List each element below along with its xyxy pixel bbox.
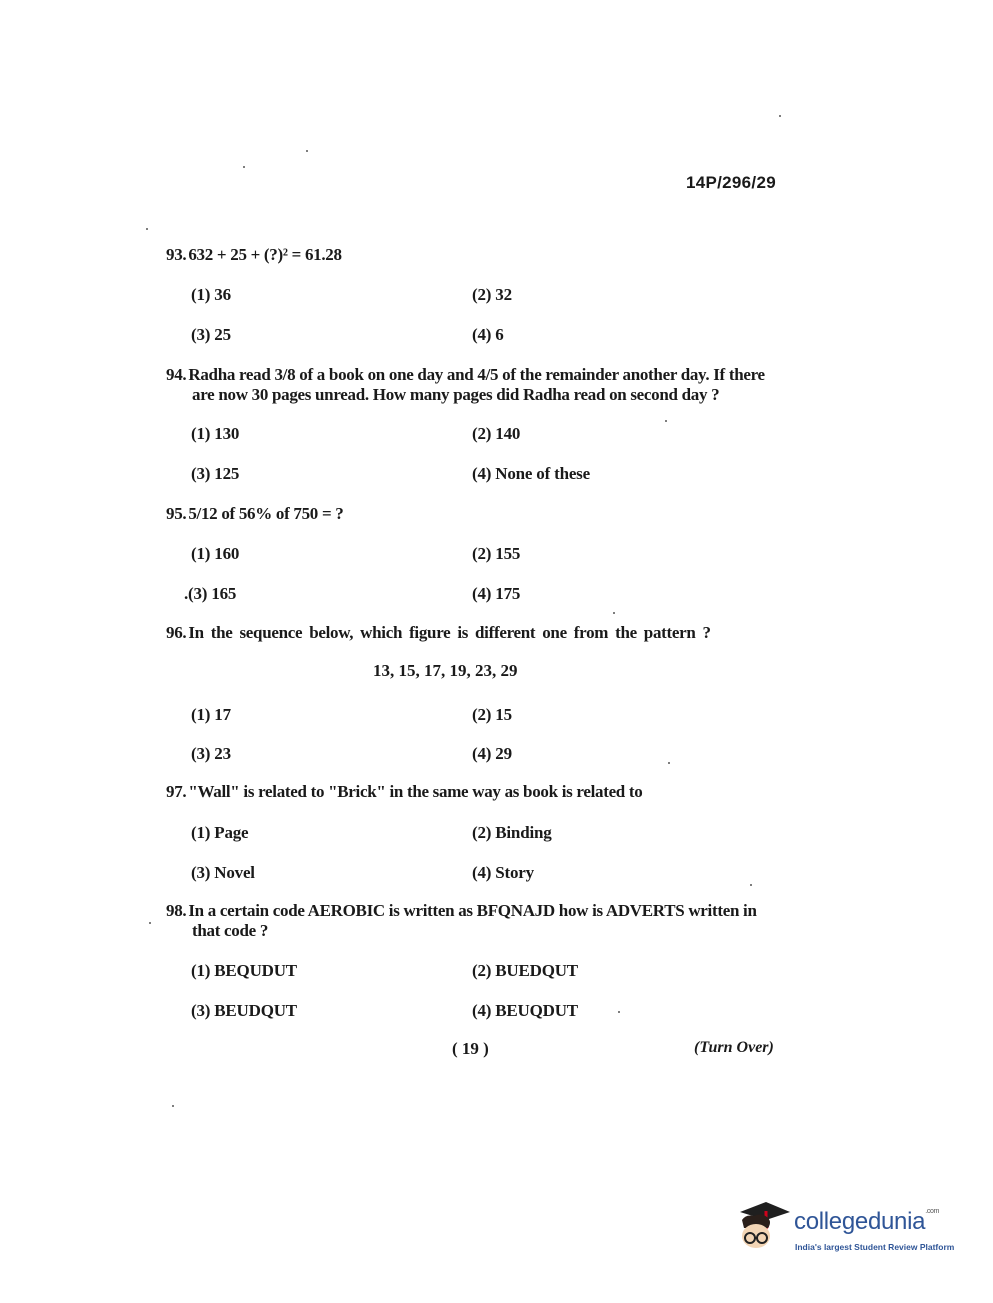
q94-option-2: (2) 140 xyxy=(472,424,521,443)
q97-option-1: (1) Page xyxy=(191,823,249,842)
mascot-icon xyxy=(732,1198,792,1258)
brand-tagline: India's largest Student Review Platform xyxy=(795,1242,955,1252)
question-number: 98. xyxy=(166,901,187,920)
question-number: 97. xyxy=(166,782,187,801)
question-95 xyxy=(166,504,344,524)
scan-speck xyxy=(618,1011,620,1013)
q93-option-4: (4) 6 xyxy=(472,325,504,344)
scan-speck xyxy=(750,884,752,886)
q98-option-4: (4) BEUQDUT xyxy=(472,1001,578,1020)
q96-option-1: (1) 17 xyxy=(191,705,231,724)
scan-speck xyxy=(306,150,308,152)
scan-speck xyxy=(243,166,245,168)
question-97 xyxy=(166,782,642,802)
number-sequence: 13, 15, 17, 19, 23, 29 xyxy=(373,661,518,680)
question-96 xyxy=(166,623,711,643)
scan-speck xyxy=(613,612,615,614)
q98-option-1: (1) BEQUDUT xyxy=(191,961,297,980)
q94-option-3: (3) 125 xyxy=(191,464,240,483)
question-text: "Wall" is related to "Brick" in the same way as book is related to xyxy=(188,782,643,801)
question-98 xyxy=(166,901,757,940)
question-text: In a certain code AEROBIC is written as BFQNAJD how is ADVERTS written in xyxy=(188,901,757,920)
q97-option-3: (3) Novel xyxy=(191,863,255,882)
q94-option-4: (4) None of these xyxy=(472,464,590,483)
q98-option-3: (3) BEUDQUT xyxy=(191,1001,297,1020)
q96-option-2: (2) 15 xyxy=(472,705,512,724)
q96-option-3: (3) 23 xyxy=(191,744,231,763)
q93-option-2: (2) 32 xyxy=(472,285,512,304)
question-text: Radha read 3/8 of a book on one day and 4/5 of the remainder another day. If there xyxy=(188,365,765,384)
collegedunia-logo xyxy=(732,1198,962,1258)
question-number: 93. xyxy=(166,245,187,264)
q95-option-1: (1) 160 xyxy=(191,544,240,563)
question-number: 96. xyxy=(166,623,187,642)
question-93 xyxy=(166,245,342,265)
question-text: 5/12 of 56% of 750 = ? xyxy=(188,504,344,523)
q97-option-4: (4) Story xyxy=(472,863,534,882)
q93-option-3: (3) 25 xyxy=(191,325,231,344)
question-number: 94. xyxy=(166,365,187,384)
question-text-continued: that code ? xyxy=(192,921,269,940)
brand-name: collegedunia$^{.com}$ xyxy=(794,1208,940,1235)
paper-code: 14P/296/29 xyxy=(686,173,776,192)
q97-option-2: (2) Binding xyxy=(472,823,552,842)
scan-speck xyxy=(146,228,148,230)
question-text-continued: are now 30 pages unread. How many pages did Radha read on second day ? xyxy=(192,385,720,404)
scan-speck xyxy=(665,420,667,422)
scan-speck xyxy=(149,922,151,924)
q95-option-4: (4) 175 xyxy=(472,584,521,603)
q95-option-3: .(3) 165 xyxy=(184,584,237,603)
q98-option-2: (2) BUEDQUT xyxy=(472,961,578,980)
page-number: ( 19 ) xyxy=(452,1039,489,1058)
scan-speck xyxy=(172,1105,174,1107)
question-text: In the sequence below, which figure is different one from the pattern ? xyxy=(188,623,711,642)
scan-speck xyxy=(779,115,781,117)
q93-option-1: (1) 36 xyxy=(191,285,231,304)
question-text: 632 + 25 + (?)² = 61.28 xyxy=(188,245,342,264)
q95-option-2: (2) 155 xyxy=(472,544,521,563)
question-number: 95. xyxy=(166,504,187,523)
q94-option-1: (1) 130 xyxy=(191,424,240,443)
q96-option-4: (4) 29 xyxy=(472,744,512,763)
question-94 xyxy=(166,365,765,404)
scan-speck xyxy=(668,762,670,764)
turn-over-note: (Turn Over) xyxy=(694,1039,774,1056)
